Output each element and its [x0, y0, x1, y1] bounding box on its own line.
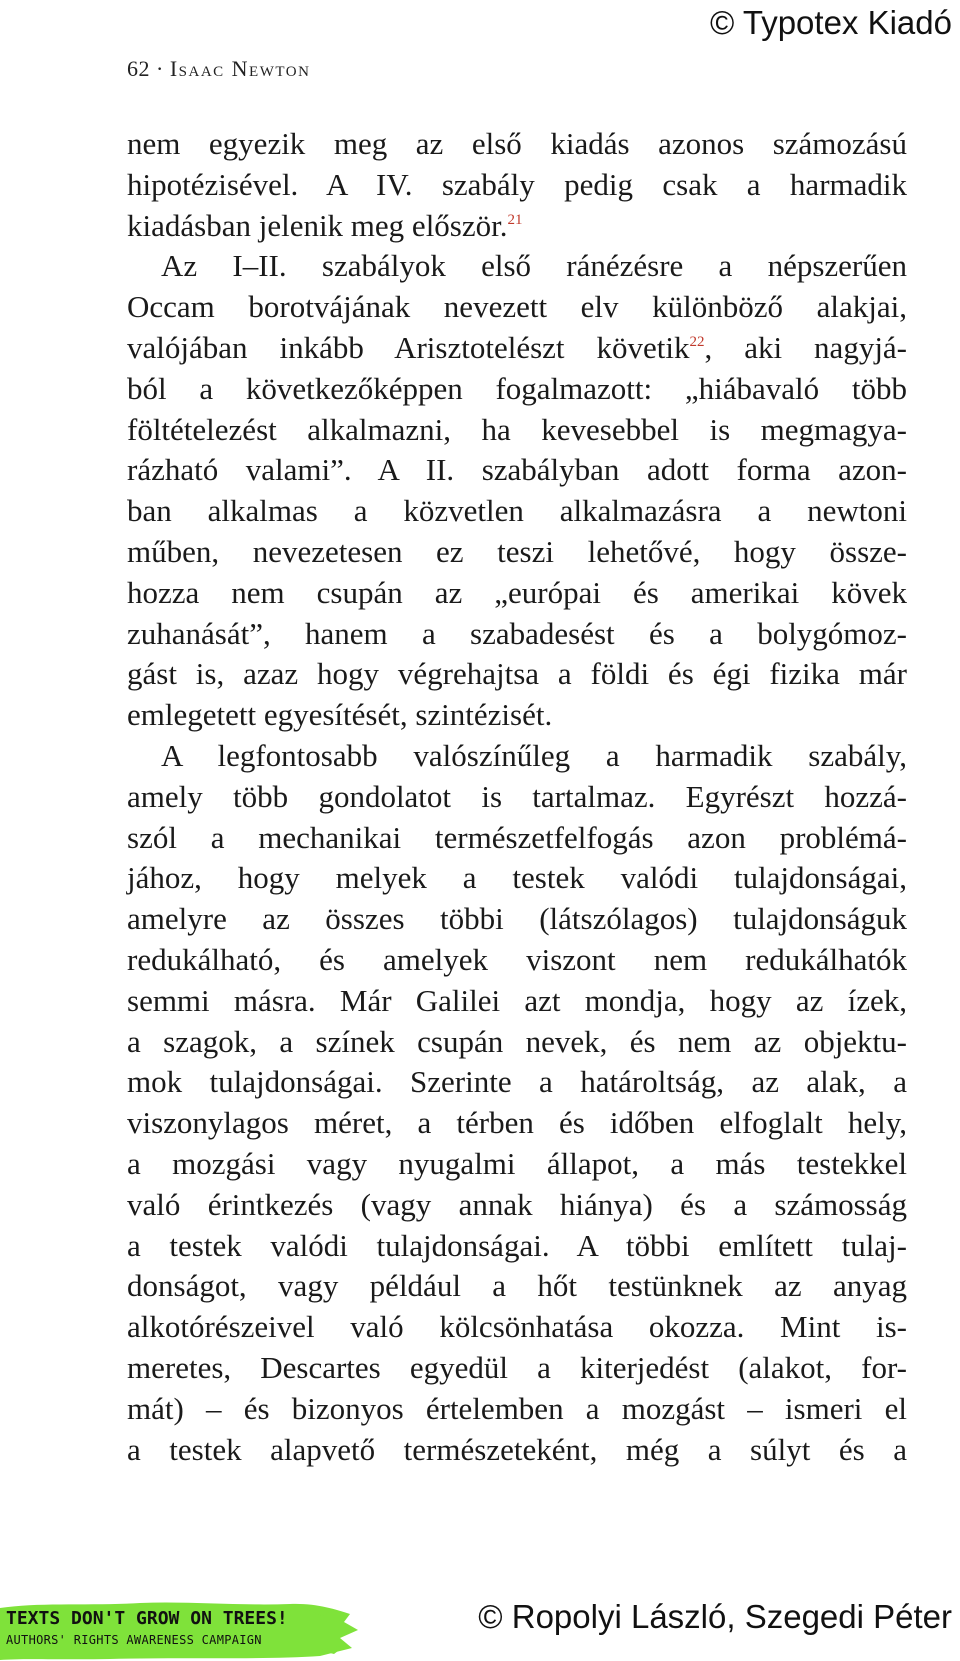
text-line: redukálható, és amelyek viszont nem redukálhatók — [127, 941, 907, 977]
text-line — [127, 328, 907, 369]
authors-copyright: © Ropolyi László, Szegedi Péter — [478, 1598, 952, 1635]
text-line: amely több gondolatot is tartalmaz. Egyrészt hozzá- — [127, 778, 907, 814]
body-text — [127, 124, 907, 1470]
text-line: a mozgási vagy nyugalmi állapot, a más testekkel — [127, 1145, 907, 1181]
text-line: mok tulajdonságai. Szerinte a határoltság, az alak, a — [127, 1064, 907, 1100]
text-line: zuhanását”, hanem a szabadesést és a bolygómoz- — [127, 615, 907, 651]
text-line: alkotórészeivel való kölcsönhatása okozza. Mint is- — [127, 1309, 907, 1345]
banner-title: TEXTS DON'T GROW ON TREES! — [6, 1608, 288, 1629]
text-line: való érintkezés (vagy annak hiánya) és a számosság — [127, 1186, 907, 1222]
text-line: Az I–II. szabályok első ránézésre a népszerűen — [161, 248, 907, 284]
text-line: nem egyezik meg az első kiadás azonos számozású — [127, 126, 907, 161]
text-line: hozza nem csupán az „európai és amerikai kövek — [127, 574, 907, 610]
text-line: műben, nevezetesen ez teszi lehetővé, hogy össze- — [127, 533, 907, 569]
text-line: ból a következőképpen fogalmazott: „hiábavaló több — [127, 370, 907, 406]
text-line: a szagok, a színek csupán nevek, és nem az objektu- — [127, 1023, 907, 1059]
footnote-marker[interactable]: 21 — [507, 211, 523, 228]
text-line: semmi másra. Már Galilei azt mondja, hogy az ízek, — [127, 982, 907, 1018]
text-segment: valójában inkább Arisztotelészt követik — [127, 329, 690, 365]
text-line: hipotézisével. A IV. szabály pedig csak a harmadik — [127, 166, 907, 202]
running-title: Isaac Newton — [169, 56, 311, 81]
text-line: A legfontosabb valószínűleg a harmadik szabály, — [161, 737, 907, 773]
text-line: emlegetett egyesítését, szintézisét. — [127, 697, 553, 733]
text-line: ban alkalmas a közvetlen alkalmazásra a newtoni — [127, 493, 907, 529]
separator-dot: · — [156, 56, 164, 81]
text-line: donságot, vagy például a hőt testünknek az anyag — [127, 1268, 907, 1304]
running-head — [127, 56, 310, 82]
text-line: meretes, Descartes egyedül a kiterjedést (alakot, for- — [127, 1349, 907, 1385]
text-line: rázható valami”. A II. szabályban adott forma azon- — [127, 452, 907, 488]
text-line: föltételezést alkalmazni, ha kevesebbel is megmagya- — [127, 411, 907, 447]
text-line: szól a mechanikai természetfelfogás azon problémá- — [127, 819, 907, 855]
text-segment: , aki nagyjá- — [704, 329, 908, 365]
text-line: a testek alapvető természeteként, még a súlyt és a — [127, 1431, 907, 1467]
campaign-banner — [0, 1600, 360, 1661]
page-number: 62 — [127, 56, 150, 81]
text-line: jához, hogy melyek a testek valódi tulajdonságai, — [127, 860, 907, 896]
text-line: Occam borotvájának nevezett elv különböző alakjai, — [127, 289, 907, 325]
footnote-marker[interactable]: 22 — [689, 333, 705, 350]
text-line: mát) – és bizonyos értelemben a mozgást – ismeri el — [127, 1390, 907, 1426]
publisher-copyright: © Typotex Kiadó — [709, 4, 952, 41]
text-segment: kiadásban jelenik meg először. — [127, 207, 508, 243]
text-line: viszonylagos méret, a térben és időben elfoglalt hely, — [127, 1105, 907, 1141]
text-line: a testek valódi tulajdonságai. A többi említett tulaj- — [127, 1227, 907, 1263]
text-line: gást is, azaz hogy végrehajtsa a földi és égi fizika már — [127, 656, 907, 692]
text-line — [127, 206, 907, 247]
text-line: amelyre az összes többi (látszólagos) tulajdonságuk — [127, 901, 907, 937]
banner-subtitle: AUTHORS' RIGHTS AWARENESS CAMPAIGN — [6, 1633, 262, 1647]
